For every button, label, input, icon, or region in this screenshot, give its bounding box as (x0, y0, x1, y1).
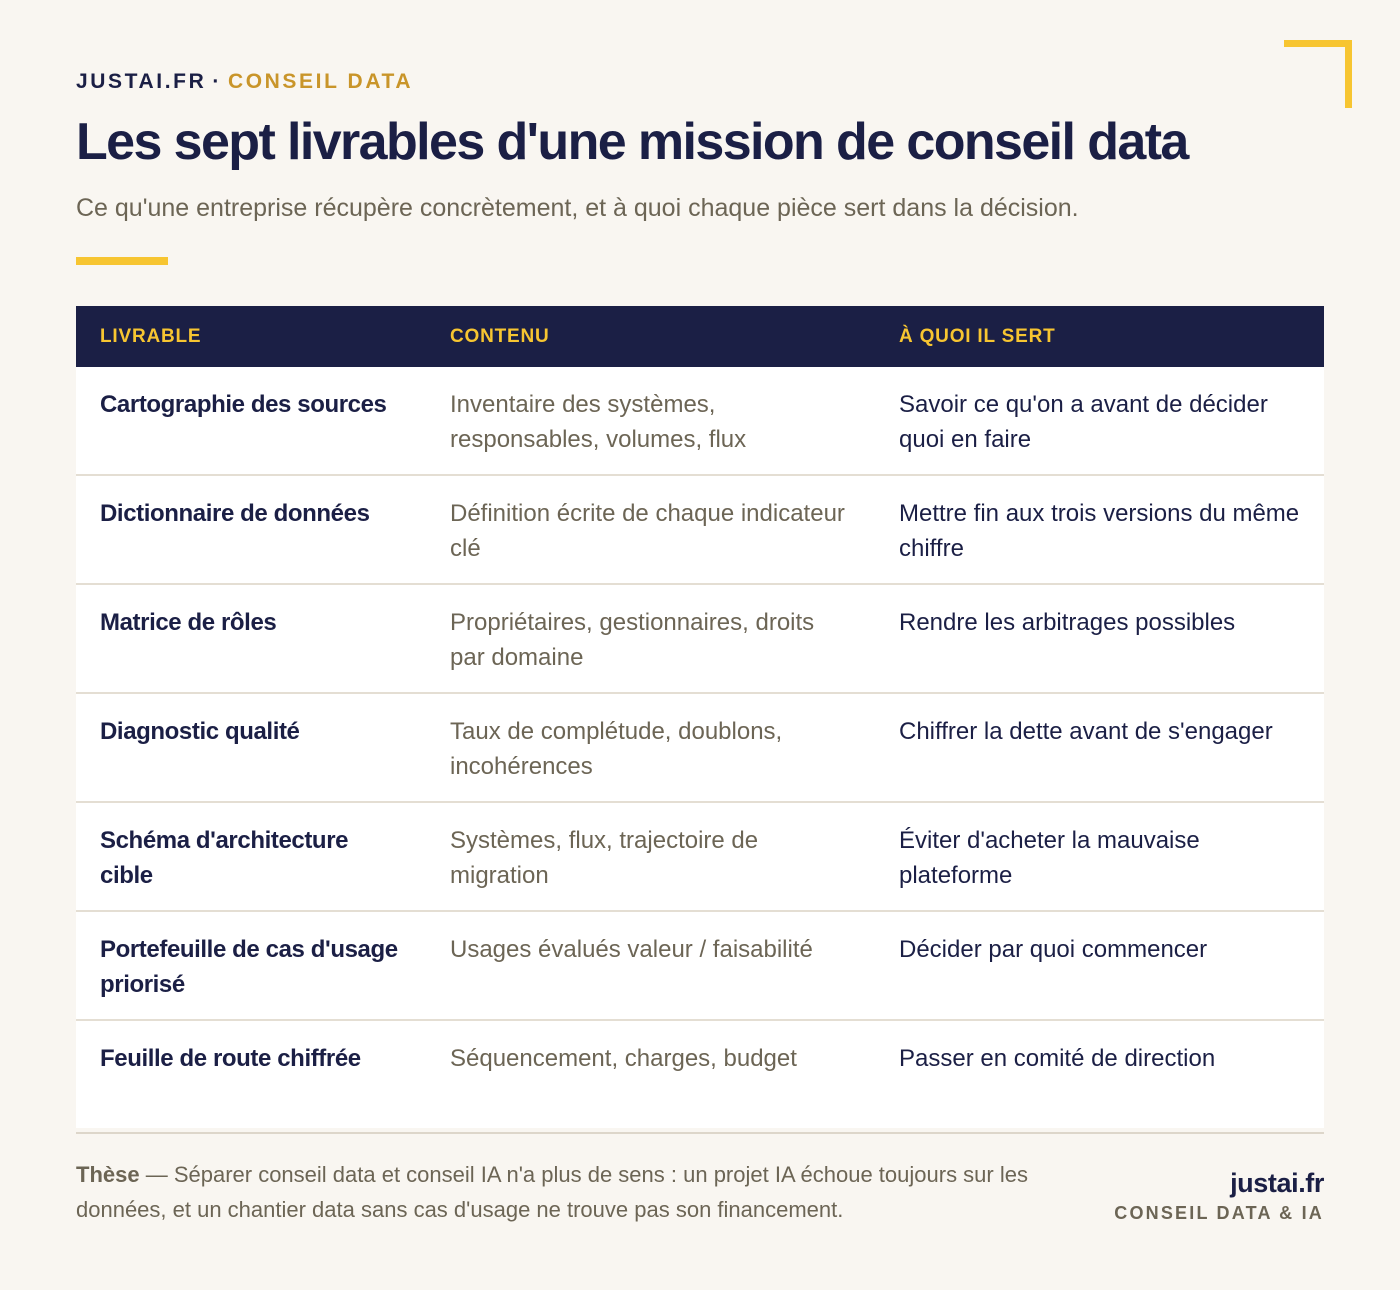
cell-usage: Mettre fin aux trois versions du même chiffre (899, 500, 1300, 562)
cell-usage: Rendre les arbitrages possibles (899, 609, 1236, 636)
cell-contenu: Usages évalués valeur / faisabilité (450, 936, 813, 963)
cell-livrable: Cartographie des sources (100, 391, 387, 418)
table-row (76, 476, 1324, 585)
thesis-note (76, 1157, 1086, 1227)
cell-usage: Chiffrer la dette avant de s'engager (899, 718, 1273, 745)
cell-usage: Savoir ce qu'on a avant de décider quoi en faire (899, 391, 1268, 453)
table-row (76, 803, 1324, 912)
cell-usage: Passer en comité de direction (899, 1045, 1216, 1072)
cell-livrable: Feuille de route chiffrée (100, 1045, 361, 1072)
footer-tagline: CONSEIL DATA & IA (1114, 1203, 1324, 1223)
cell-livrable: Portefeuille de cas d'usage priorisé (100, 936, 398, 998)
column-header-livrable: LIVRABLE (100, 325, 202, 347)
thesis-label: Thèse (76, 1162, 140, 1187)
page-title: Les sept livrables d'une mission de conseil data (76, 113, 1188, 171)
cell-contenu: Systèmes, flux, trajectoire de migration (450, 827, 759, 889)
cell-usage: Éviter d'acheter la mauvaise plateforme (899, 827, 1200, 889)
deliverables-table (76, 306, 1324, 1128)
brand-kicker (76, 70, 413, 94)
footer-domain: justai.fr (1230, 1168, 1324, 1198)
cell-livrable: Dictionnaire de données (100, 500, 370, 527)
cell-contenu: Séquencement, charges, budget (450, 1045, 797, 1072)
cell-livrable: Diagnostic qualité (100, 718, 300, 745)
table-row (76, 1021, 1324, 1128)
page-subtitle: Ce qu'une entreprise récupère concrètement, et à quoi chaque pièce sert dans la décision. (76, 194, 1079, 222)
corner-bracket-decoration (1284, 40, 1352, 108)
cell-livrable: Schéma d'architecture cible (100, 827, 349, 889)
column-header-usage: À QUOI IL SERT (899, 325, 1056, 347)
cell-contenu: Propriétaires, gestionnaires, droits par domaine (450, 609, 815, 671)
table-row (76, 694, 1324, 803)
column-header-contenu: CONTENU (450, 325, 550, 347)
cell-contenu: Taux de complétude, doublons, incohérences (450, 718, 783, 780)
footer-signature (1114, 1168, 1324, 1224)
table-row (76, 912, 1324, 1021)
brand-section: CONSEIL DATA (227, 70, 414, 93)
brand-site: JUSTAI.FR (76, 70, 207, 93)
footer-divider (76, 1132, 1324, 1134)
thesis-text: — Séparer conseil data et conseil IA n'a plus de sens : un projet IA échoue toujours sur les données, et un chantier data sans cas d'usage ne trouve pas son financement. (76, 1162, 1028, 1222)
cell-livrable: Matrice de rôles (100, 609, 277, 636)
table-header (76, 306, 1324, 367)
cell-usage: Décider par quoi commencer (899, 936, 1208, 963)
cell-contenu: Inventaire des systèmes, responsables, volumes, flux (450, 391, 747, 453)
table-row (76, 367, 1324, 476)
accent-bar (76, 257, 168, 265)
cell-contenu: Définition écrite de chaque indicateur clé (450, 500, 845, 562)
brand-separator: · (212, 70, 222, 93)
table-row (76, 585, 1324, 694)
